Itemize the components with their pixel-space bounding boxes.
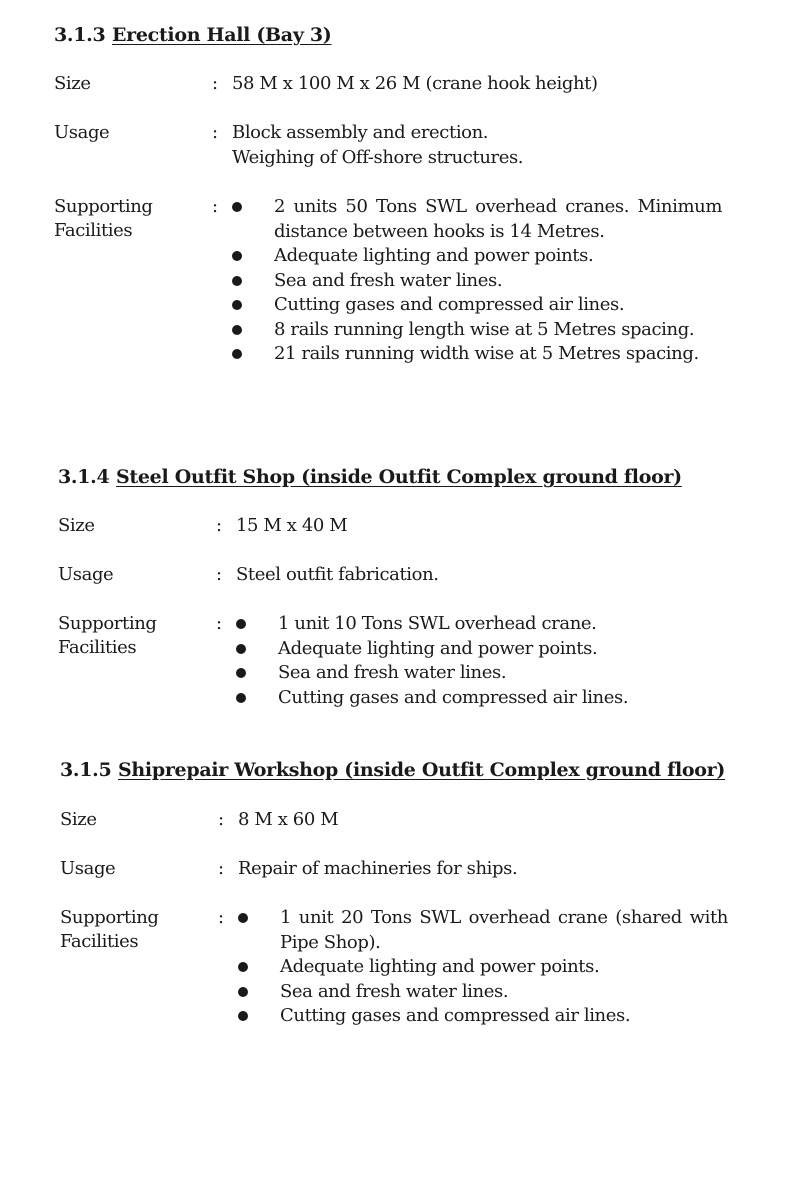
list-item: Cutting gases and compressed air lines. (232, 293, 722, 318)
size-value: 58 M x 100 M x 26 M (crane hook height) (232, 73, 598, 94)
size-label: Size (58, 515, 95, 536)
usage-label: Usage (58, 564, 114, 585)
bullet-icon (232, 300, 242, 310)
usage-value (232, 121, 523, 170)
bullet-icon (238, 1011, 248, 1021)
facilities-list (232, 195, 722, 367)
colon: : (212, 196, 219, 217)
bullet-icon (232, 349, 242, 359)
size-value: 8 M x 60 M (238, 809, 339, 830)
section-number: 3.1.3 (54, 24, 106, 46)
bullet-icon (232, 202, 242, 212)
section-heading (60, 759, 725, 781)
section-heading (54, 24, 331, 46)
list-item: 2 units 50 Tons SWL overhead cranes. Minimum distance between hooks is 14 Metres. (232, 195, 722, 244)
facilities-list (236, 612, 726, 710)
list-item: 21 rails running width wise at 5 Metres spacing. (232, 342, 722, 367)
list-item: Adequate lighting and power points. (236, 637, 726, 662)
colon: : (218, 858, 225, 879)
colon: : (218, 809, 225, 830)
bullet-icon (238, 962, 248, 972)
list-item: Adequate lighting and power points. (232, 244, 722, 269)
size-label: Size (54, 73, 91, 94)
facilities-label: Supporting Facilities (54, 196, 153, 241)
facilities-label: Supporting Facilities (58, 613, 157, 658)
bullet-icon (238, 987, 248, 997)
section-title: Steel Outfit Shop (inside Outfit Complex ground floor) (116, 466, 682, 488)
bullet-icon (238, 913, 248, 923)
list-item: Adequate lighting and power points. (238, 955, 728, 980)
section-number: 3.1.5 (60, 759, 112, 781)
usage-line: Block assembly and erection. (232, 122, 489, 143)
list-item: Sea and fresh water lines. (232, 269, 722, 294)
usage-label: Usage (54, 122, 110, 143)
bullet-icon (236, 668, 246, 678)
list-item: Cutting gases and compressed air lines. (236, 686, 726, 711)
bullet-icon (232, 251, 242, 261)
section-title: Erection Hall (Bay 3) (112, 24, 332, 46)
list-item: Cutting gases and compressed air lines. (238, 1004, 728, 1029)
section-heading (58, 466, 682, 488)
size-value: 15 M x 40 M (236, 515, 348, 536)
colon: : (218, 907, 225, 928)
colon: : (216, 515, 223, 536)
section-title: Shiprepair Workshop (inside Outfit Complex ground floor) (118, 759, 726, 781)
bullet-icon (232, 325, 242, 335)
usage-value (238, 857, 517, 882)
usage-line: Steel outfit fabrication. (236, 564, 439, 585)
list-item: 1 unit 20 Tons SWL overhead crane (shared with Pipe Shop). (238, 906, 728, 955)
size-label: Size (60, 809, 97, 830)
bullet-icon (236, 693, 246, 703)
usage-line: Repair of machineries for ships. (238, 858, 518, 879)
facilities-list (238, 906, 728, 1029)
bullet-icon (232, 276, 242, 286)
bullet-icon (236, 619, 246, 629)
colon: : (212, 73, 219, 94)
colon: : (216, 564, 223, 585)
bullet-icon (236, 644, 246, 654)
section-number: 3.1.4 (58, 466, 110, 488)
facilities-label: Supporting Facilities (60, 907, 159, 952)
list-item: Sea and fresh water lines. (236, 661, 726, 686)
usage-value (236, 563, 439, 588)
list-item: 1 unit 10 Tons SWL overhead crane. (236, 612, 726, 637)
colon: : (212, 122, 219, 143)
usage-line: Weighing of Off-shore structures. (232, 146, 524, 168)
colon: : (216, 613, 223, 634)
list-item: 8 rails running length wise at 5 Metres spacing. (232, 318, 722, 343)
list-item: Sea and fresh water lines. (238, 980, 728, 1005)
usage-label: Usage (60, 858, 116, 879)
